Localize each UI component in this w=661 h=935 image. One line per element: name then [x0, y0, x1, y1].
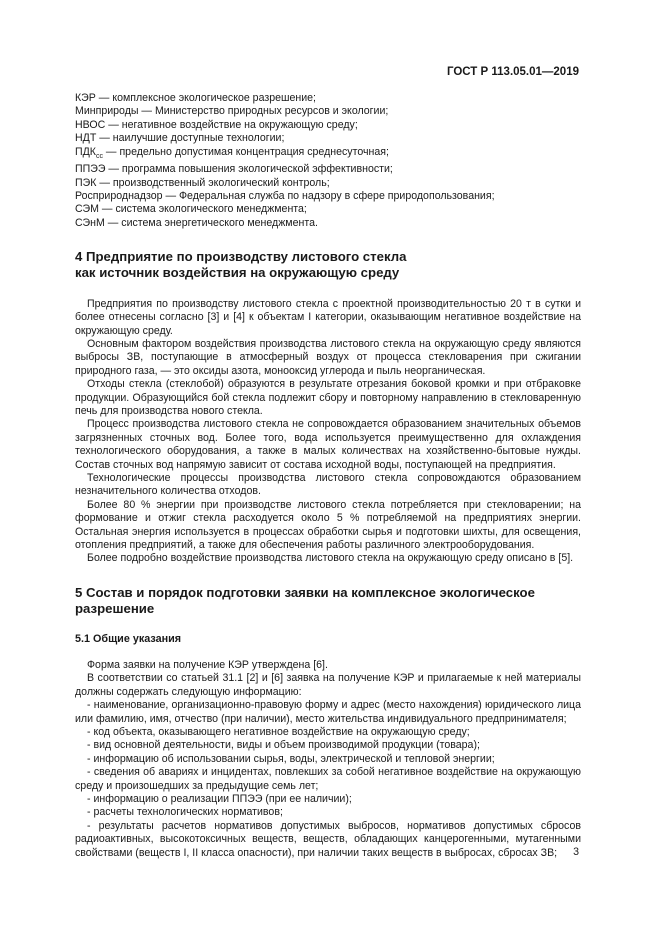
abbreviations-list: [75, 92, 581, 230]
abbreviation-item: СЭнМ — система энергетического менеджмента.: [75, 216, 318, 229]
abbreviation-item: ППЭЭ — программа повышения экологической эффективности;: [75, 163, 393, 176]
section-5-heading: [75, 585, 581, 617]
subsection-5-1-heading: 5.1 Общие указания: [75, 633, 182, 646]
page-number: 3: [573, 846, 579, 858]
requirement-list-item: - результаты расчетов нормативов допустимых выбросов, нормативов допустимых сбросов радиоактивных, высокотоксичных веществ, веществ, обладающих канцерогенными, мутагенными свойствами (веществ I, II класса опасности), при наличии таких веществ в выбросах, сбросах ЗВ;: [75, 819, 581, 859]
abbreviation-item: НВОС — негативное воздействие на окружающую среду;: [75, 118, 358, 131]
abbreviation-term: ПДК: [75, 145, 96, 158]
abbreviation-item: [75, 146, 581, 164]
requirement-list-item: - информацию о реализации ППЭЭ (при ее наличии);: [87, 792, 352, 805]
section-5-paragraph: В соответствии со статьей 31.1 [2] и [6] заявка на получение КЭР и прилагаемые к ней материалы должны содержать следующую информацию:: [75, 672, 581, 698]
section-4-paragraph: Более 80 % энергии при производстве листового стекла потребляется при стекловарении; на формование и отжиг стекла расходуется около 5 % потребляемой на предприятиях энергии. Остальная энергия используется в процессах обработки сырья и подготовки шихты, для освещения, отопления предприятий, а также для обеспечения работы различного электрооборудования.: [75, 498, 581, 552]
abbreviation-item: КЭР — комплексное экологическое разрешение;: [75, 92, 316, 104]
section-4-heading-line1: 4 Предприятие по производству листового стекла: [75, 249, 407, 265]
section-4-paragraph: Процесс производства листового стекла не сопровождается образованием значительных объемов загрязненных сточных вод. Более того, вода используется преимущественно для охлаждения технологического оборудования, а также в малых количествах на хозяйственно-бытовые нужды. Состав сточных вод напрямую зависит от состава исходной воды, поступающей на предприятия.: [75, 418, 581, 471]
section-5-paragraph: Форма заявки на получение КЭР утверждена [6].: [87, 658, 328, 671]
section-5-heading-line1: 5 Состав и порядок подготовки заявки на комплексное экологическое: [75, 584, 535, 600]
section-5-heading-line2: разрешение: [75, 600, 155, 616]
requirement-list-item: - сведения об авариях и инцидентах, повлекших за собой негативное воздействие на окружающую среду и произошедших за предыдущие семь лет;: [75, 766, 581, 792]
section-4-heading: [75, 249, 581, 281]
requirement-list-item: - наименование, организационно-правовую форму и адрес (место нахождения) юридического лица или фамилию, имя, отчество (при наличии), место жительства индивидуального предпринимателя;: [75, 699, 581, 725]
requirement-list-item: - вид основной деятельности, виды и объем производимой продукции (товара);: [87, 739, 480, 752]
section-4-paragraph: Более подробно воздействие производства листового стекла на окружающую среду описано в [5].: [87, 552, 574, 565]
abbreviation-item: НДТ — наилучшие доступные технологии;: [75, 132, 285, 145]
abbreviation-item: Росприроднадзор — Федеральная служба по надзору в сфере природопользования;: [75, 189, 495, 202]
abbreviation-item: Минприроды — Министерство природных ресурсов и экологии;: [75, 105, 389, 118]
section-4-heading-line2: как источник воздействия на окружающую среду: [75, 264, 400, 280]
standard-code-header: ГОСТ Р 113.05.01—2019: [446, 66, 579, 78]
section-4-paragraph: Технологические процессы производства листового стекла сопровождаются образованием незначительного количества отходов.: [75, 472, 581, 498]
abbreviation-item: СЭМ — система экологического менеджмента;: [75, 203, 307, 216]
section-4-paragraph: Предприятия по производству листового стекла с проектной производительностью 20 т в сутки и более отнесены согласно [3] и [4] к объектам I категории, оказывающим негативное воздействие на окружающую среду.: [75, 297, 581, 337]
abbreviation-subscript: сс: [95, 152, 103, 160]
requirement-list-item: - расчеты технологических нормативов;: [87, 806, 283, 819]
requirement-list-item: - код объекта, оказывающего негативное воздействие на окружающую среду;: [87, 725, 470, 738]
abbreviation-item: ПЭК — производственный экологический контроль;: [75, 176, 330, 189]
section-4-paragraph: Отходы стекла (стеклобой) образуются в результате отрезания боковой кромки и при отбраковке продукции. Образующийся бой стекла подлежит сбору и повторному направлению в стекловаренную печь для производства нового стекла.: [75, 378, 581, 418]
section-4-paragraph: Основным фактором воздействия производства листового стекла на окружающую среду являются выбросы ЗВ, поступающие в атмосферный воздух от процесса стекловарения при сжигании природного газа, — это оксиды азота, монооксид углерода и пыль неорганическая.: [75, 337, 581, 377]
abbreviation-definition: — предельно допустимая концентрация среднесуточная;: [102, 145, 389, 158]
page-content: [75, 92, 581, 860]
requirement-list-item: - информацию об использовании сырья, воды, электрической и тепловой энергии;: [87, 752, 495, 765]
